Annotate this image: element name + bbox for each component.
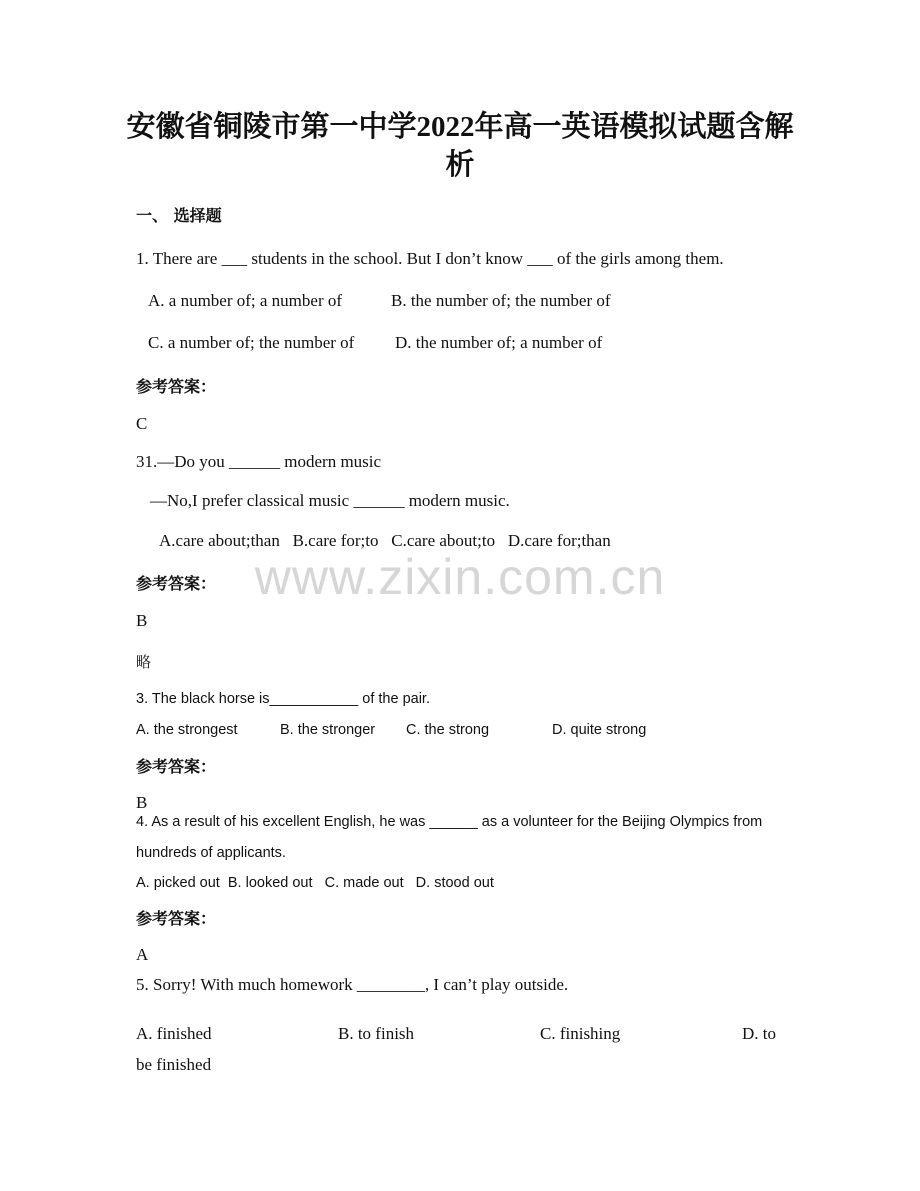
q5-option-c: C. finishing bbox=[540, 1024, 621, 1043]
title-line-2: 析 bbox=[445, 149, 475, 181]
q1-stem: 1. There are ___ students in the school. But I don’t know ___ of the girls among them. bbox=[136, 249, 724, 268]
q3-answer: B bbox=[136, 793, 148, 812]
q4-answer: A bbox=[136, 945, 149, 964]
q3-option-a: A. the strongest bbox=[136, 722, 238, 738]
q2-options: A.care about;than B.care for;to C.care about;to D.care for;than bbox=[159, 531, 611, 550]
q2-answer: B bbox=[136, 611, 148, 630]
q4-line-2: hundreds of applicants. bbox=[136, 845, 286, 861]
q4-options: A. picked out B. looked out C. made out D. stood out bbox=[136, 875, 494, 891]
q5-stem: 5. Sorry! With much homework ________, I can’t play outside. bbox=[136, 975, 569, 994]
q2-answer-label: 参考答案： bbox=[136, 574, 217, 593]
q1-option-d: D. the number of; a number of bbox=[395, 333, 603, 352]
q1-option-b: B. the number of; the number of bbox=[391, 291, 611, 310]
q4-answer-label: 参考答案： bbox=[136, 909, 217, 928]
q2-line-1: 31.—Do you ______ modern music bbox=[136, 452, 382, 471]
q5-option-b: B. to finish bbox=[338, 1024, 415, 1043]
section-heading: 一、 选择题 bbox=[136, 206, 222, 225]
q4-line-1: 4. As a result of his excellent English, he was ______ as a volunteer for the Beijing Olympics from bbox=[136, 814, 763, 830]
q1-answer: C bbox=[136, 414, 148, 433]
q3-answer-label: 参考答案： bbox=[136, 757, 217, 776]
q5-option-d: D. to bbox=[742, 1024, 776, 1043]
q2-line-2: —No,I prefer classical music ______ modern music. bbox=[150, 491, 510, 510]
title-line-1: 安徽省铜陵市第一中学2022年高一英语模拟试题含解 bbox=[126, 111, 794, 143]
q1-answer-label: 参考答案： bbox=[136, 377, 217, 396]
q5-option-d-continued: be finished bbox=[136, 1055, 212, 1074]
q1-option-a: A. a number of; a number of bbox=[148, 291, 343, 310]
q3-option-b: B. the stronger bbox=[280, 722, 376, 738]
q3-option-d: D. quite strong bbox=[552, 722, 647, 738]
page-title bbox=[0, 108, 920, 184]
q1-option-c: C. a number of; the number of bbox=[148, 333, 355, 352]
watermark: www.zixin.com.cn bbox=[254, 549, 666, 605]
q3-option-c: C. the strong bbox=[406, 722, 490, 738]
q5-option-a: A. finished bbox=[136, 1024, 212, 1043]
q2-note: 略 bbox=[136, 653, 152, 671]
q3-stem: 3. The black horse is___________ of the pair. bbox=[136, 691, 430, 707]
